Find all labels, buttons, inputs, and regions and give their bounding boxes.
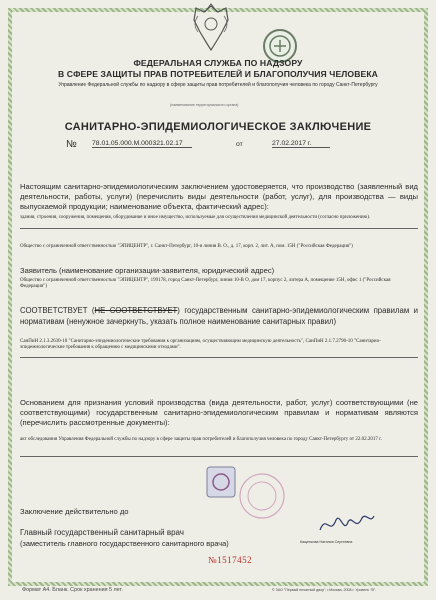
document-title: САНИТАРНО-ЭПИДЕМИОЛОГИЧЕСКОЕ ЗАКЛЮЧЕНИЕ (64, 121, 372, 133)
handwritten-signature-icon (316, 510, 376, 538)
conformity-post: ) государственным санитарно-эпидемиологическим правилам и нормативам (ненужное зачеркнуть, указать полное наименование санитарных правил) (20, 306, 418, 326)
applicant-address: Общество с ограниченной ответственностью "ЭПИЦЕНТР", г. Санкт-Петербург, 10-я линия В. О., д. 17, корп. 2, лит. А, пом. 15Н ("Российская Федерация") (20, 244, 353, 249)
org-line-2: В СФЕРЕ ЗАЩИТЫ ПРАВ ПОТРЕБИТЕЛЕЙ И БЛАГОПОЛУЧИЯ ЧЕЛОВЕКА (58, 69, 378, 79)
date-label: от (236, 141, 243, 148)
number-label: № (66, 139, 77, 150)
department-name: Управление Федеральной службы по надзору в сфере защиты прав потребителей и благополучия человека по городу Санкт-Петербургу (58, 82, 378, 88)
org-line-1: ФЕДЕРАЛЬНАЯ СЛУЖБА ПО НАДЗОРУ (133, 58, 303, 68)
sanpin-list: СанПиН 2.1.3.2630-10 "Санитарно-эпидемиологические требования к организациям, осуществляющим медицинскую деятельность", СанПиН 2.1.7.2790-10 "Санитарно-эпидемиологические требования к обращению с медицинскими отходами". (20, 339, 381, 350)
basis-paragraph: Основанием для признания условий производства (вида деятельности, работ, услуг) соответствующими (не соответствующими) государственным санитарно-эпидемиологическим правилам и нормативам являются (перечислить рассмотренные документы): (20, 398, 418, 427)
signer-title: Главный государственный санитарный врач (20, 528, 184, 537)
basis-detail: акт обследования Управления Федеральной службы по надзору в сфере защиты прав потребителей и благополучия человека по городу Санкт-Петербургу от 22.02.2017 г. (20, 437, 382, 442)
divider-2 (20, 357, 418, 358)
document-number: 78.01.05.000.М.000321.02.17 (92, 140, 192, 148)
validity-label: Заключение действительно до (20, 507, 129, 516)
intro-paragraph: Настоящим санитарно-эпидемиологическим заключением удостоверяется, что производство (заявленный вид деятельности, работы, услуги) (перечислить виды деятельности (работ, услуг), для производства — виды выпускаемой продукции; наименование объекта, фактический адрес): (20, 182, 418, 211)
printer-footer: © ЗАО "Первый печатный двор", г.Москва, 2008 г. Уровень "В". (272, 588, 377, 592)
conformity-struck: НЕ СООТВЕТСТВУЕТ (94, 306, 178, 315)
applicant-detail: Общество с ограниченной ответственностью "ЭПИЦЕНТР", 199178, город Санкт-Петербург, линия 10-В О, дом 17, корпус 2, литера А, помещение 15Н, офис 1 ("Российская Федерация") (20, 278, 391, 289)
divider-1 (20, 228, 418, 229)
serial-number: №1517452 (208, 555, 253, 565)
form-footer: Формат А4. Бланк. Срок хранения 5 лет. (22, 587, 123, 593)
intro-detail: здания, строения, сооружения, помещения, оборудование и иное имущество, используемые для осуществления медицинской деятельности (согласно приложению). (20, 215, 371, 220)
conformity-pre: СООТВЕТСТВУЕТ ( (20, 306, 95, 315)
document-date: 27.02.2017 г. (272, 140, 330, 148)
coat-of-arms-icon (188, 2, 234, 56)
signer-title-deputy: (заместитель главного государственного санитарного врача) (20, 539, 229, 548)
signer-name: Кащенкова Наталия Сергеевна (300, 540, 353, 544)
hologram-icon (206, 466, 236, 498)
applicant-label: Заявитель (наименование организации-заявителя, юридический адрес) (20, 266, 275, 275)
divider-3 (20, 456, 418, 457)
guilloche-border (8, 8, 428, 586)
conformity-paragraph (20, 306, 418, 327)
department-caption: (наименование территориального органа) (170, 103, 239, 107)
